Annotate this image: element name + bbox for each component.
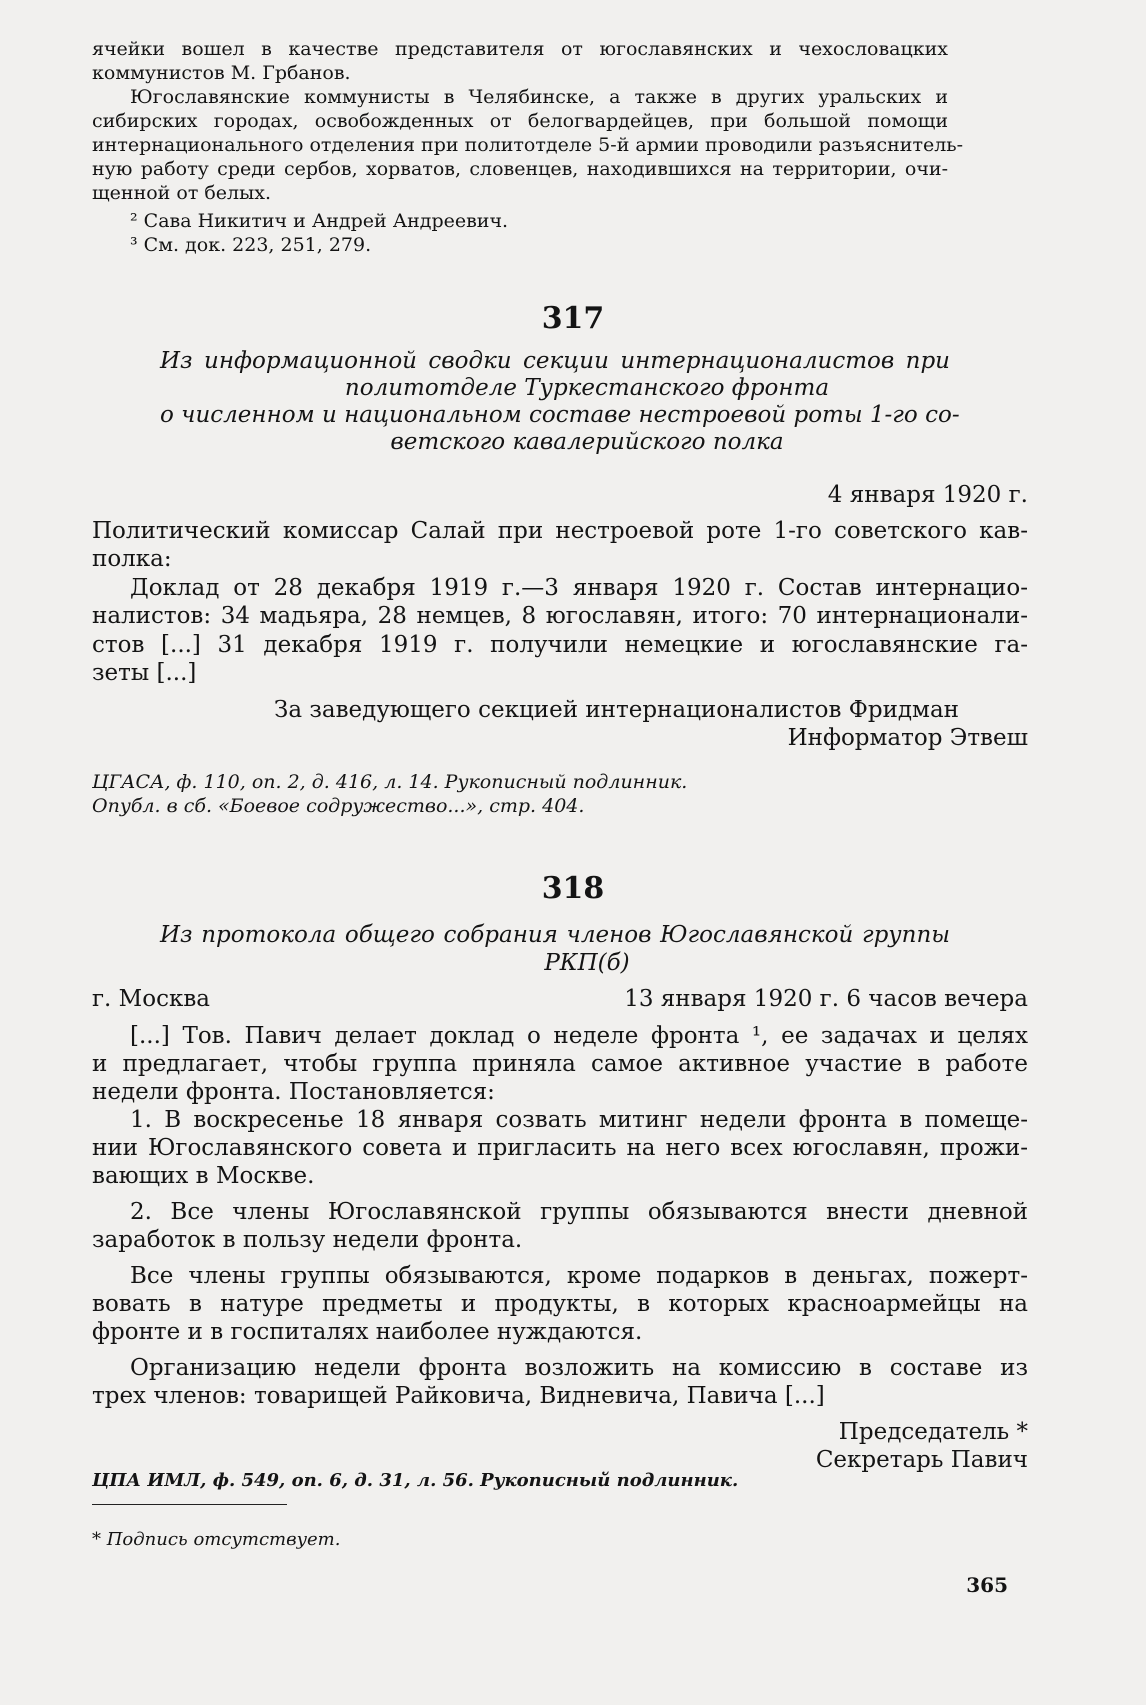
doc318-body-line-6: вающих в Москве. — [92, 1163, 315, 1189]
page-number: 365 — [966, 1573, 1008, 1597]
doc318-body-line-1: [...] Тов. Павич делает доклад о неделе фронта ¹, ее задачах и целях — [130, 1023, 1028, 1049]
doc317-body-line-6: зеты [...] — [92, 660, 197, 686]
doc317-title-line-1: Из информационной сводки секции интернационалистов при — [160, 348, 950, 374]
doc318-footnote: * Подпись отсутствует. — [92, 1529, 341, 1550]
doc317-signature-2: Информатор Этвеш — [787, 725, 1028, 751]
doc318-body-line-8: заработок в пользу недели фронта. — [92, 1227, 523, 1253]
top-line-1: ячейки вошел в качестве представителя от югославянских и чехословацких — [92, 38, 948, 60]
doc317-body-line-3: Доклад от 28 декабря 1919 г.—3 января 1920 г. Состав интернацио- — [130, 575, 1028, 601]
doc317-body-line-5: стов [...] 31 декабря 1919 г. получили немецкие и югославянские га- — [92, 632, 1028, 658]
doc318-date: 13 января 1920 г. 6 часов вечера — [624, 986, 1028, 1012]
top-line-3: Югославянские коммунисты в Челябинске, а также в других уральских и — [130, 86, 948, 108]
doc318-body-line-13: трех членов: товарищей Райковича, Видневича, Павича [...] — [92, 1383, 825, 1409]
doc317-title-line-3: о численном и национальном составе нестроевой роты 1-го со- — [160, 402, 960, 428]
footnote-2: ² Сава Никитич и Андрей Андреевич. — [130, 210, 509, 232]
top-line-4: сибирских городах, освобожденных от белогвардейцев, при большой помощи — [92, 110, 948, 132]
doc317-body-line-4: налистов: 34 мадьяра, 28 немцев, 8 югославян, итого: 70 интернационали- — [92, 603, 1028, 629]
doc318-body-line-7: 2. Все члены Югославянской группы обязываются внести дневной — [130, 1199, 1028, 1225]
doc318-body-line-11: фронте и в госпиталях наиболее нуждаются. — [92, 1319, 643, 1345]
doc317-body-line-2: полка: — [92, 546, 172, 572]
doc318-signature-1: Председатель * — [838, 1419, 1028, 1445]
footnote-3: ³ См. док. 223, 251, 279. — [130, 234, 372, 256]
doc318-body-line-4: 1. В воскресенье 18 января созвать митинг недели фронта в помеще- — [130, 1107, 1028, 1133]
footnote-divider — [92, 1504, 287, 1505]
top-line-7: щенной от белых. — [92, 182, 271, 204]
doc317-source-2: Опубл. в сб. «Боевое содружество...», стр. 404. — [92, 795, 585, 817]
doc318-title-line-1: Из протокола общего собрания членов Югославянской группы — [160, 922, 950, 948]
doc318-body-line-9: Все члены группы обязываются, кроме подарков в деньгах, пожерт- — [130, 1263, 1028, 1289]
doc318-body-line-3: недели фронта. Постановляется: — [92, 1079, 495, 1105]
doc317-signature-1: За заведующего секцией интернационалистов Фридман — [274, 697, 959, 723]
doc317-source-1: ЦГАСА, ф. 110, оп. 2, д. 416, л. 14. Рукописный подлинник. — [92, 771, 688, 793]
doc318-body-line-12: Организацию недели фронта возложить на комиссию в составе из — [130, 1355, 1028, 1381]
doc318-number: 318 — [541, 871, 605, 906]
doc317-title-line-2: политотделе Туркестанского фронта — [344, 375, 830, 401]
doc317-date: 4 января 1920 г. — [827, 482, 1028, 508]
doc318-source: ЦПА ИМЛ, ф. 549, оп. 6, д. 31, л. 56. Рукописный подлинник. — [92, 1470, 739, 1491]
top-line-6: ную работу среди сербов, хорватов, словенцев, находившихся на территории, очи- — [92, 158, 948, 180]
doc318-title-line-2: РКП(б) — [544, 950, 630, 976]
doc317-number: 317 — [541, 301, 605, 336]
doc318-body-line-5: нии Югославянского совета и пригласить на него всех югославян, прожи- — [92, 1135, 1028, 1161]
doc317-body-line-1: Политический комиссар Салай при нестроевой роте 1-го советского кав- — [92, 518, 1028, 544]
doc318-body-line-10: вовать в натуре предметы и продукты, в которых красноармейцы на — [92, 1291, 1028, 1317]
doc318-signature-2: Секретарь Павич — [815, 1447, 1028, 1473]
top-line-5: интернационального отделения при политотделе 5-й армии проводили разъяснитель- — [92, 134, 964, 156]
doc318-body-line-2: и предлагает, чтобы группа приняла самое активное участие в работе — [92, 1051, 1028, 1077]
doc318-place: г. Москва — [92, 986, 210, 1012]
doc317-title-line-4: ветского кавалерийского полка — [390, 429, 784, 455]
top-line-2: коммунистов М. Грбанов. — [92, 62, 351, 84]
